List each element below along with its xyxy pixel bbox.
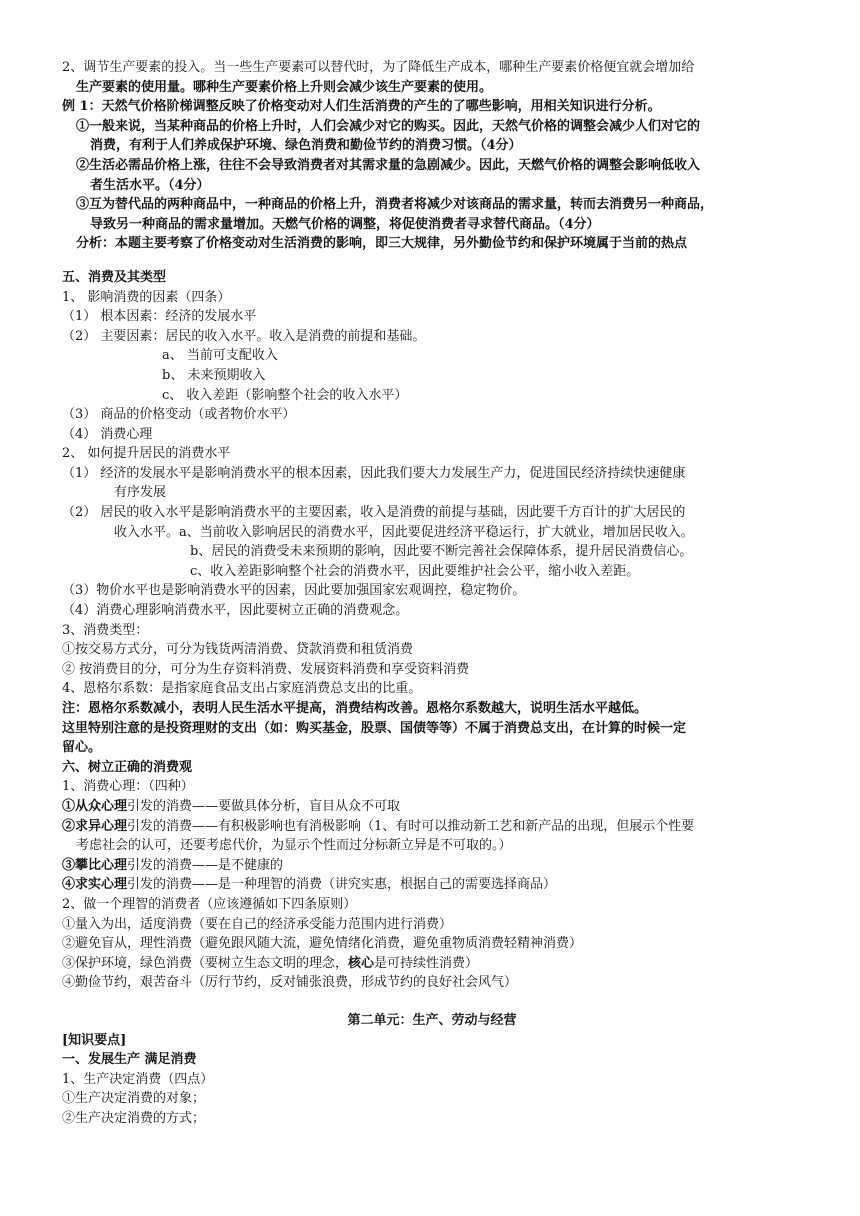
example-question: 例 1：天然气价格阶梯调整反映了价格变动对人们生活消费的产生的了哪些影响，用相关知识进行分析。 — [62, 99, 661, 115]
unit-title: 第二单元：生产、劳动与经营 — [347, 1012, 517, 1028]
section-heading: 五、消费及其类型 — [62, 269, 167, 285]
keyword: ④求实心理 — [62, 877, 128, 893]
intro-line: 2、调节生产要素的投入。当一些生产要素可以替代时，为了降低生产成本，哪种生产要素价格便宜就会增加给 — [62, 60, 695, 75]
text-line: ①生产决定消费的对象； — [62, 1091, 206, 1107]
keyword: ①从众心理 — [62, 798, 128, 814]
text-line: （2） 居民的收入水平是影响消费水平的主要因素，收入是消费的前提与基础，因此要千方百计的扩大居民的 — [62, 505, 686, 521]
text-line: （1） 根本因素：经济的发展水平 — [62, 309, 257, 325]
text-line: ④求实心理引发的消费——是一种理智的消费（讲究实惠，根据自己的需要选择商品） — [62, 877, 557, 893]
analysis-line: 分析：本题主要考察了价格变动对生活消费的影响，即三大规律，另外勤俭节约和保护环境属于当前的热点 — [76, 236, 688, 252]
section-heading: 一、发展生产 满足消费 — [62, 1052, 197, 1068]
answer-line: 消费，有利于人们养成保护环境、绿色消费和勤俭节约的消费习惯。（4分） — [90, 138, 522, 154]
text-line: （2） 主要因素：居民的收入水平。收入是消费的前提和基础。 — [62, 328, 426, 344]
text-line: c、收入差距影响整个社会的消费水平，因此要维护社会公平，缩小收入差距。 — [190, 563, 640, 579]
text-line: （1） 经济的发展水平是影响消费水平的根本因素，因此我们要大力发展生产力，促进国民经济持续快速健康 — [62, 465, 686, 481]
text-line: ④勤俭节约，艰苦奋斗（厉行节约，反对铺张浪费，形成节约的良好社会风气） — [62, 975, 518, 991]
document-page — [62, 58, 802, 1128]
keyword: ②求异心理 — [62, 818, 128, 834]
text-line: ② 按消费目的分，可分为生存资料消费、发展资料消费和享受资料消费 — [62, 661, 470, 677]
text-line: b、居民的消费受未来预期的影响，因此要不断完善社会保障体系，提升居民消费信心。 — [190, 544, 693, 560]
text-line: 考虑社会的认可，还要考虑代价，为显示个性而过分标新立异是不可取的。） — [76, 838, 512, 854]
text-line: ②生产决定消费的方式； — [62, 1110, 206, 1126]
text-line: b、 未来预期收入 — [162, 367, 266, 383]
note-line: 注：恩格尔系数减小，表明人民生活水平提高，消费结构改善。恩格尔系数越大，说明生活水平越低。 — [62, 701, 648, 716]
note-line: 这里特别注意的是投资理财的支出（如：购买基金，股票、国债等等）不属于消费总支出，在计算的时候一定 — [62, 720, 687, 736]
text-line: 2、做一个理智的消费者（应该遵循如下四条原则） — [62, 896, 357, 912]
text-line: （3）物价水平也是影响消费水平的因素，因此要加强国家宏观调控，稳定物价。 — [62, 583, 526, 599]
text-line: ③攀比心理引发的消费——是不健康的 — [62, 857, 284, 873]
text-line: ①量入为出，适度消费（要在自己的经济承受能力范围内进行消费） — [62, 916, 453, 932]
text-line: ①从众心理引发的消费——要做具体分析，盲目从众不可取 — [62, 798, 401, 814]
text-line: ②避免盲从，理性消费（避免跟风随大流，避免情绪化消费，避免重物质消费轻精神消费） — [62, 936, 583, 952]
keyword: ③攀比心理 — [62, 857, 128, 873]
knowledge-points-label: [知识要点] — [62, 1032, 127, 1048]
text-line: 3、消费类型： — [62, 622, 149, 638]
text-line: （4） 消费心理 — [62, 426, 153, 442]
text-line: 1、 影响消费的因素（四条） — [62, 289, 231, 305]
text-line: （3） 商品的价格变动（或者物价水平） — [62, 407, 296, 423]
text-line: 收入水平。a、当前收入影响居民的消费水平，因此要促进经济平稳运行，扩大就业，增加居民收入。 — [114, 524, 694, 540]
answer-line: 导致另一种商品的需求量增加。天燃气价格的调整，将促使消费者寻求替代商品。（4分） — [90, 216, 600, 232]
text-line: 2、 如何提升居民的消费水平 — [62, 446, 231, 462]
text-line: ②求异心理引发的消费——有积极影响也有消极影响（1、有时可以推动新工艺和新产品的出现，但展示个性要 — [62, 818, 695, 834]
answer-line: ③互为替代品的两种商品中，一种商品的价格上升，消费者将减少对该商品的需求量，转而去消费另一种商品， — [76, 197, 714, 213]
text-line: （4）消费心理影响消费水平，因此要树立正确的消费观念。 — [62, 603, 409, 619]
answer-line: 者生活水平。（4分） — [90, 177, 210, 193]
answer-line: ②生活必需品价格上涨，往往不会导致消费者对其需求量的急剧减少。因此，天燃气价格的调整会影响低收入 — [76, 157, 701, 173]
text-line: ①按交易方式分，可分为钱货两清消费、贷款消费和租赁消费 — [62, 642, 414, 658]
note-line: 留心。 — [62, 740, 102, 756]
intro-line: 生产要素的使用量。哪种生产要素价格上升则会减少该生产要素的使用。 — [76, 79, 493, 95]
text-line: 1、生产决定消费（四点） — [62, 1071, 214, 1087]
text-line: ③保护环境，绿色消费（要树立生态文明的理念，核心是可持续性消费） — [62, 955, 479, 971]
text-line: a、 当前可支配收入 — [162, 348, 278, 364]
text-line: 有序发展 — [114, 485, 167, 501]
section-heading: 六、树立正确的消费观 — [62, 759, 193, 775]
answer-line: ①一般来说，当某种商品的价格上升时，人们会减少对它的购买。因此，天然气价格的调整会减少人们对它的 — [76, 118, 701, 134]
keyword: 核心 — [348, 955, 375, 971]
text-line: c、 收入差距（影响整个社会的收入水平） — [162, 387, 408, 403]
text-line: 1、消费心理：（四种） — [62, 779, 194, 795]
text-line: 4、恩格尔系数：是指家庭食品支出占家庭消费总支出的比重。 — [62, 681, 422, 697]
